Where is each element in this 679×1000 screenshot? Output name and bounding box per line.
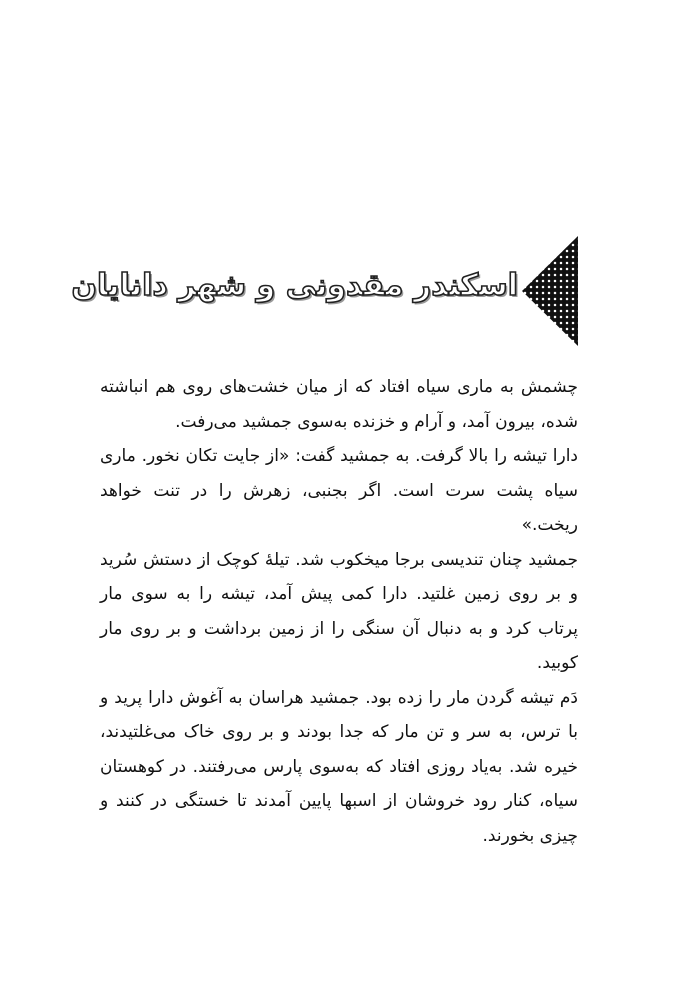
body-text <box>100 370 578 853</box>
chapter-title: اسکندر مقدونی و شهر دانایان <box>71 268 518 303</box>
paragraph-4: دَم تیشه گردن مار را زده بود. جمشید هراسان به آغوش دارا پرید و با ترس، به سر و تن مار که جدا بودند و بر روی خاک می‌غلتیدند، خیره شد. به‌یاد روزی افتاد که به‌سوی پارس می‌رفتند. در کوهستان سیاه، کنار رود خروشان از اسبها پایین آمدند تا خستگی در کنند و چیزی بخورند. <box>100 687 578 846</box>
paragraph-1: چشمش به ماری سیاه افتاد که از میان خشت‌های روی هم انباشته شده، بیرون آمد، و آرام و خزنده به‌سوی جمشید می‌رفت. <box>100 377 578 432</box>
dotted-triangle-icon <box>522 236 578 346</box>
chapter-header <box>71 236 578 346</box>
paragraph-2: دارا تیشه را بالا گرفت. به جمشید گفت: «از جایت تکان نخور. ماری سیاه پشت سرت است. اگر بجنبی، زهرش را در تنت خواهد ریخت.» <box>100 446 578 535</box>
paragraph-3: جمشید چنان تندیسی برجا میخکوب شد. تیلهٔ کوچک از دستش سُرید و بر روی زمین غلتید. دارا کمی پیش آمد، تیشه را به سوی مار پرتاب کرد و به دنبال آن سنگی را از زمین برداشت و بر روی مار کوبید. <box>100 549 578 673</box>
